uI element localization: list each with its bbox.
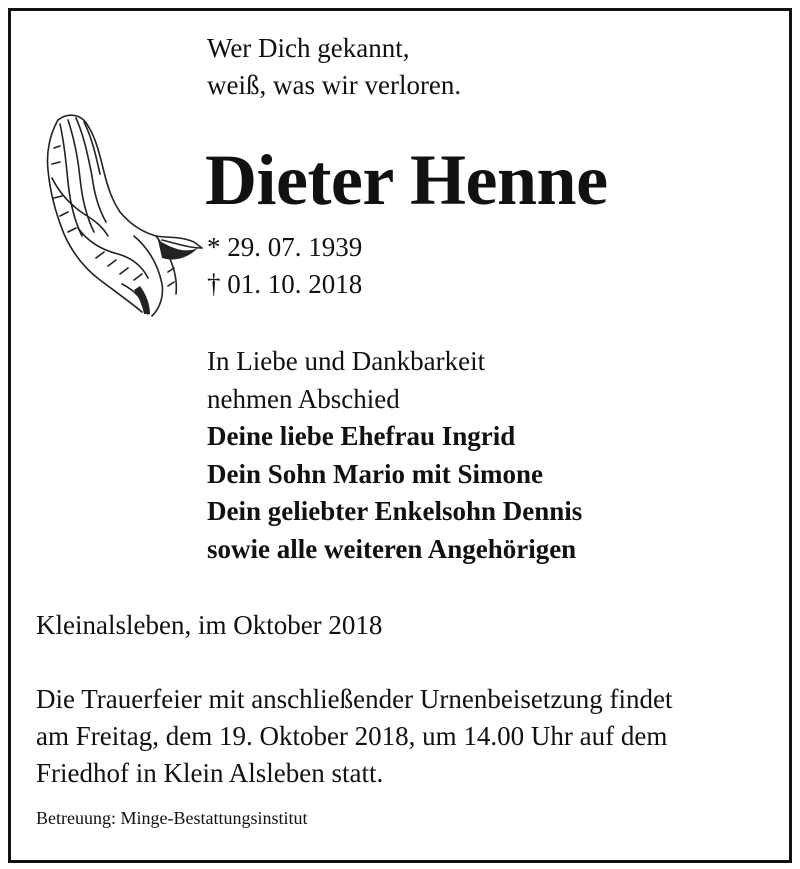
praying-hands-icon <box>38 108 206 318</box>
motto-line-1: Wer Dich gekannt, <box>207 33 410 63</box>
mourner-name: Deine liebe Ehefrau Ingrid <box>207 421 516 451</box>
mourner-name: Dein Sohn Mario mit Simone <box>207 458 544 489</box>
funeral-home-credit: Betreuung: Minge-Bestattungsinstitut <box>36 808 308 828</box>
motto <box>207 30 461 104</box>
mourners-intro-2: nehmen Abschied <box>207 383 400 414</box>
mourners-block <box>207 343 582 568</box>
mourner-name: Dein geliebter Enkelsohn Dennis <box>207 496 583 526</box>
place-date: Kleinalsleben, im Oktober 2018 <box>36 610 383 640</box>
ceremony-notice <box>36 681 781 792</box>
life-dates <box>207 229 362 303</box>
mourner-name: sowie alle weiteren Angehörigen <box>207 533 577 564</box>
birth-date: * 29. 07. 1939 <box>207 232 363 262</box>
ceremony-line-2: am Freitag, dem 19. Oktober 2018, um 14.00 Uhr auf dem <box>36 721 668 751</box>
mourners-intro-1: In Liebe und Dankbarkeit <box>207 346 486 376</box>
deceased-name: Dieter Henne <box>205 140 608 220</box>
ceremony-line-3: Friedhof in Klein Alsleben statt. <box>36 758 384 788</box>
ceremony-line-1: Die Trauerfeier mit anschließender Urnenbeisetzung findet <box>36 684 673 714</box>
motto-line-2: weiß, was wir verloren. <box>207 70 462 100</box>
death-date: † 01. 10. 2018 <box>207 269 363 299</box>
